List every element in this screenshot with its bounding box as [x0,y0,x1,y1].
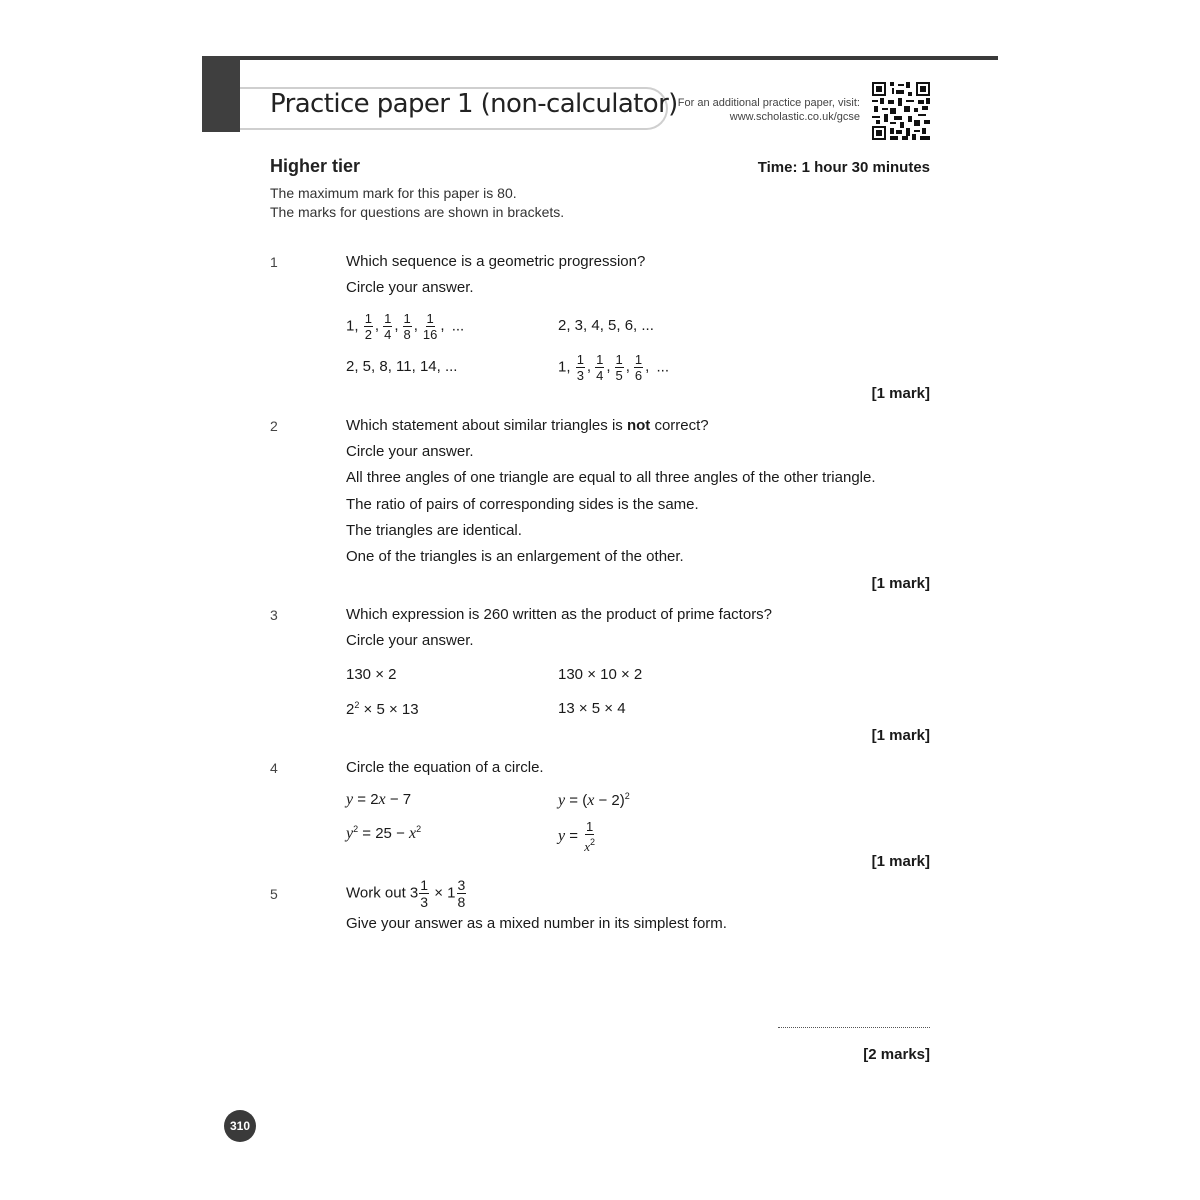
operator: × [430,884,448,902]
sequence-lead: 1, [558,358,571,376]
var-x: x [409,825,417,842]
q2-option-b[interactable]: The ratio of pairs of corresponding sides is the same. [346,496,699,513]
whole-number: 1 [447,884,456,902]
fraction [419,878,429,909]
q4-option-a[interactable] [346,791,411,809]
denominator: 16 [422,327,438,342]
question-text [346,878,467,909]
denominator: 8 [403,327,411,342]
question-text: Which sequence is a geometric progression? [346,253,646,270]
denominator: 3 [576,368,584,383]
answer-line[interactable] [778,1027,930,1028]
numerator: 1 [586,819,594,834]
numerator: 1 [420,877,429,893]
visit-line: For an additional practice paper, visit: [677,97,860,109]
numerator: 1 [634,352,643,367]
tier-heading: Higher tier [270,156,361,176]
marks-label: [1 mark] [871,853,930,870]
question-text: Which expression is 260 written as the product of prime factors? [346,606,773,623]
numerator: 1 [364,311,372,326]
marks-label: [1 mark] [871,575,930,592]
question-text-end: correct? [650,417,709,434]
comma: , [606,358,611,376]
comma: , [394,317,399,335]
eq-mid: = [565,827,583,845]
var-x: x [378,791,386,808]
var-x: x [584,839,590,854]
q4-option-d[interactable] [558,820,597,853]
q2-option-a[interactable]: All three angles of one triangle are equal to all three angles of the other triangle. [346,469,876,486]
instruction: Circle your answer. [346,279,474,296]
exponent: 2 [354,700,360,710]
q3-option-d[interactable]: 13 × 5 × 4 [558,700,626,717]
exponent: 2 [590,837,596,847]
exponent: 2 [416,824,422,834]
q2-option-d[interactable]: One of the triangles is an enlargement of the other. [346,548,684,565]
var-y: y [558,827,566,845]
marks-label: [1 mark] [871,385,930,402]
eq-tail: − 2) [594,792,625,809]
q1-option-d[interactable] [558,353,669,382]
instruction: Give your answer as a mixed number in its simplest form. [346,915,727,932]
eq-mid: = 2 [353,791,379,808]
page-title: Practice paper 1 (non-calculator) [270,89,678,119]
numerator: 1 [576,352,584,367]
visit-url[interactable]: www.scholastic.co.uk/gcse [729,111,860,123]
sequence-lead: 1, [346,317,359,335]
comma: , [645,358,650,376]
question-number: 5 [270,886,278,902]
denominator: 8 [457,894,466,910]
fraction [583,820,596,853]
q1-option-a[interactable] [346,312,464,341]
base: 2 [346,701,355,718]
instruction: Circle your answer. [346,443,474,460]
time-allowed: Time: 1 hour 30 minutes [757,159,930,176]
question-number: 1 [270,254,278,270]
marks-label: [1 mark] [871,727,930,744]
numerator: 1 [615,352,623,367]
numerator: 1 [596,352,604,367]
fraction [364,312,373,341]
comma: , [440,317,445,335]
comma: , [625,358,630,376]
comma: , [374,317,380,335]
visit-note [660,96,860,124]
var-y: y [346,791,354,808]
fraction [422,312,438,341]
product-rest: × 5 × 13 [359,701,419,718]
question-number: 4 [270,760,278,776]
q3-option-b[interactable]: 130 × 10 × 2 [558,666,643,683]
numerator: 3 [457,877,466,893]
question-number: 2 [270,418,278,434]
fraction [403,312,412,341]
q1-option-b[interactable]: 2, 3, 4, 5, 6, ... [558,317,654,334]
header-side-block [202,56,240,132]
denominator: 2 [364,327,372,342]
exponent: 2 [624,791,630,801]
max-mark-note: The maximum mark for this paper is 80. [270,185,517,201]
eq-tail: − 7 [385,791,412,808]
var-x: x [587,792,595,809]
denominator: 6 [634,368,643,383]
denominator: 4 [384,327,392,342]
comma: , [586,358,592,376]
denominator: 5 [615,368,623,383]
question-text-start: Which statement about similar triangles is [346,417,627,434]
q4-option-b[interactable] [558,791,630,810]
instruction: Circle your answer. [346,632,474,649]
fraction [576,353,585,382]
marks-label: [2 marks] [863,1046,930,1063]
exponent: 2 [353,824,359,834]
eq-mid: = ( [565,792,588,809]
q1-option-c[interactable]: 2, 5, 8, 11, 14, ... [346,358,458,375]
marks-note: The marks for questions are shown in brackets. [270,204,565,220]
fraction [595,353,604,382]
q3-option-c[interactable] [346,700,419,718]
page-number: 310 [224,1110,256,1142]
numerator: 1 [384,311,392,326]
question-text [346,417,709,434]
denominator: 4 [596,368,604,383]
comma: , [413,317,418,335]
q2-option-c[interactable]: The triangles are identical. [346,522,522,539]
q3-option-a[interactable]: 130 × 2 [346,666,397,683]
sequence-tail: ... [656,358,669,376]
fraction [634,353,643,382]
question-text-start: Work out [346,884,410,902]
sequence-tail: ... [451,317,465,335]
whole-number: 3 [409,884,419,902]
qr-code-icon[interactable] [872,82,930,140]
header-rule [202,56,998,60]
var-y: y [346,825,354,842]
emphasis-not: not [626,417,651,434]
var-y: y [558,792,566,809]
question-number: 3 [270,607,278,623]
denominator: 3 [420,894,429,910]
denominator [583,835,596,853]
fraction [383,312,392,341]
question-text: Circle the equation of a circle. [346,759,544,776]
q4-option-c[interactable] [346,824,421,843]
numerator: 1 [426,311,434,326]
numerator: 1 [403,311,411,326]
eq-mid: = 25 − [358,825,409,842]
fraction [615,353,624,382]
fraction [457,878,467,909]
